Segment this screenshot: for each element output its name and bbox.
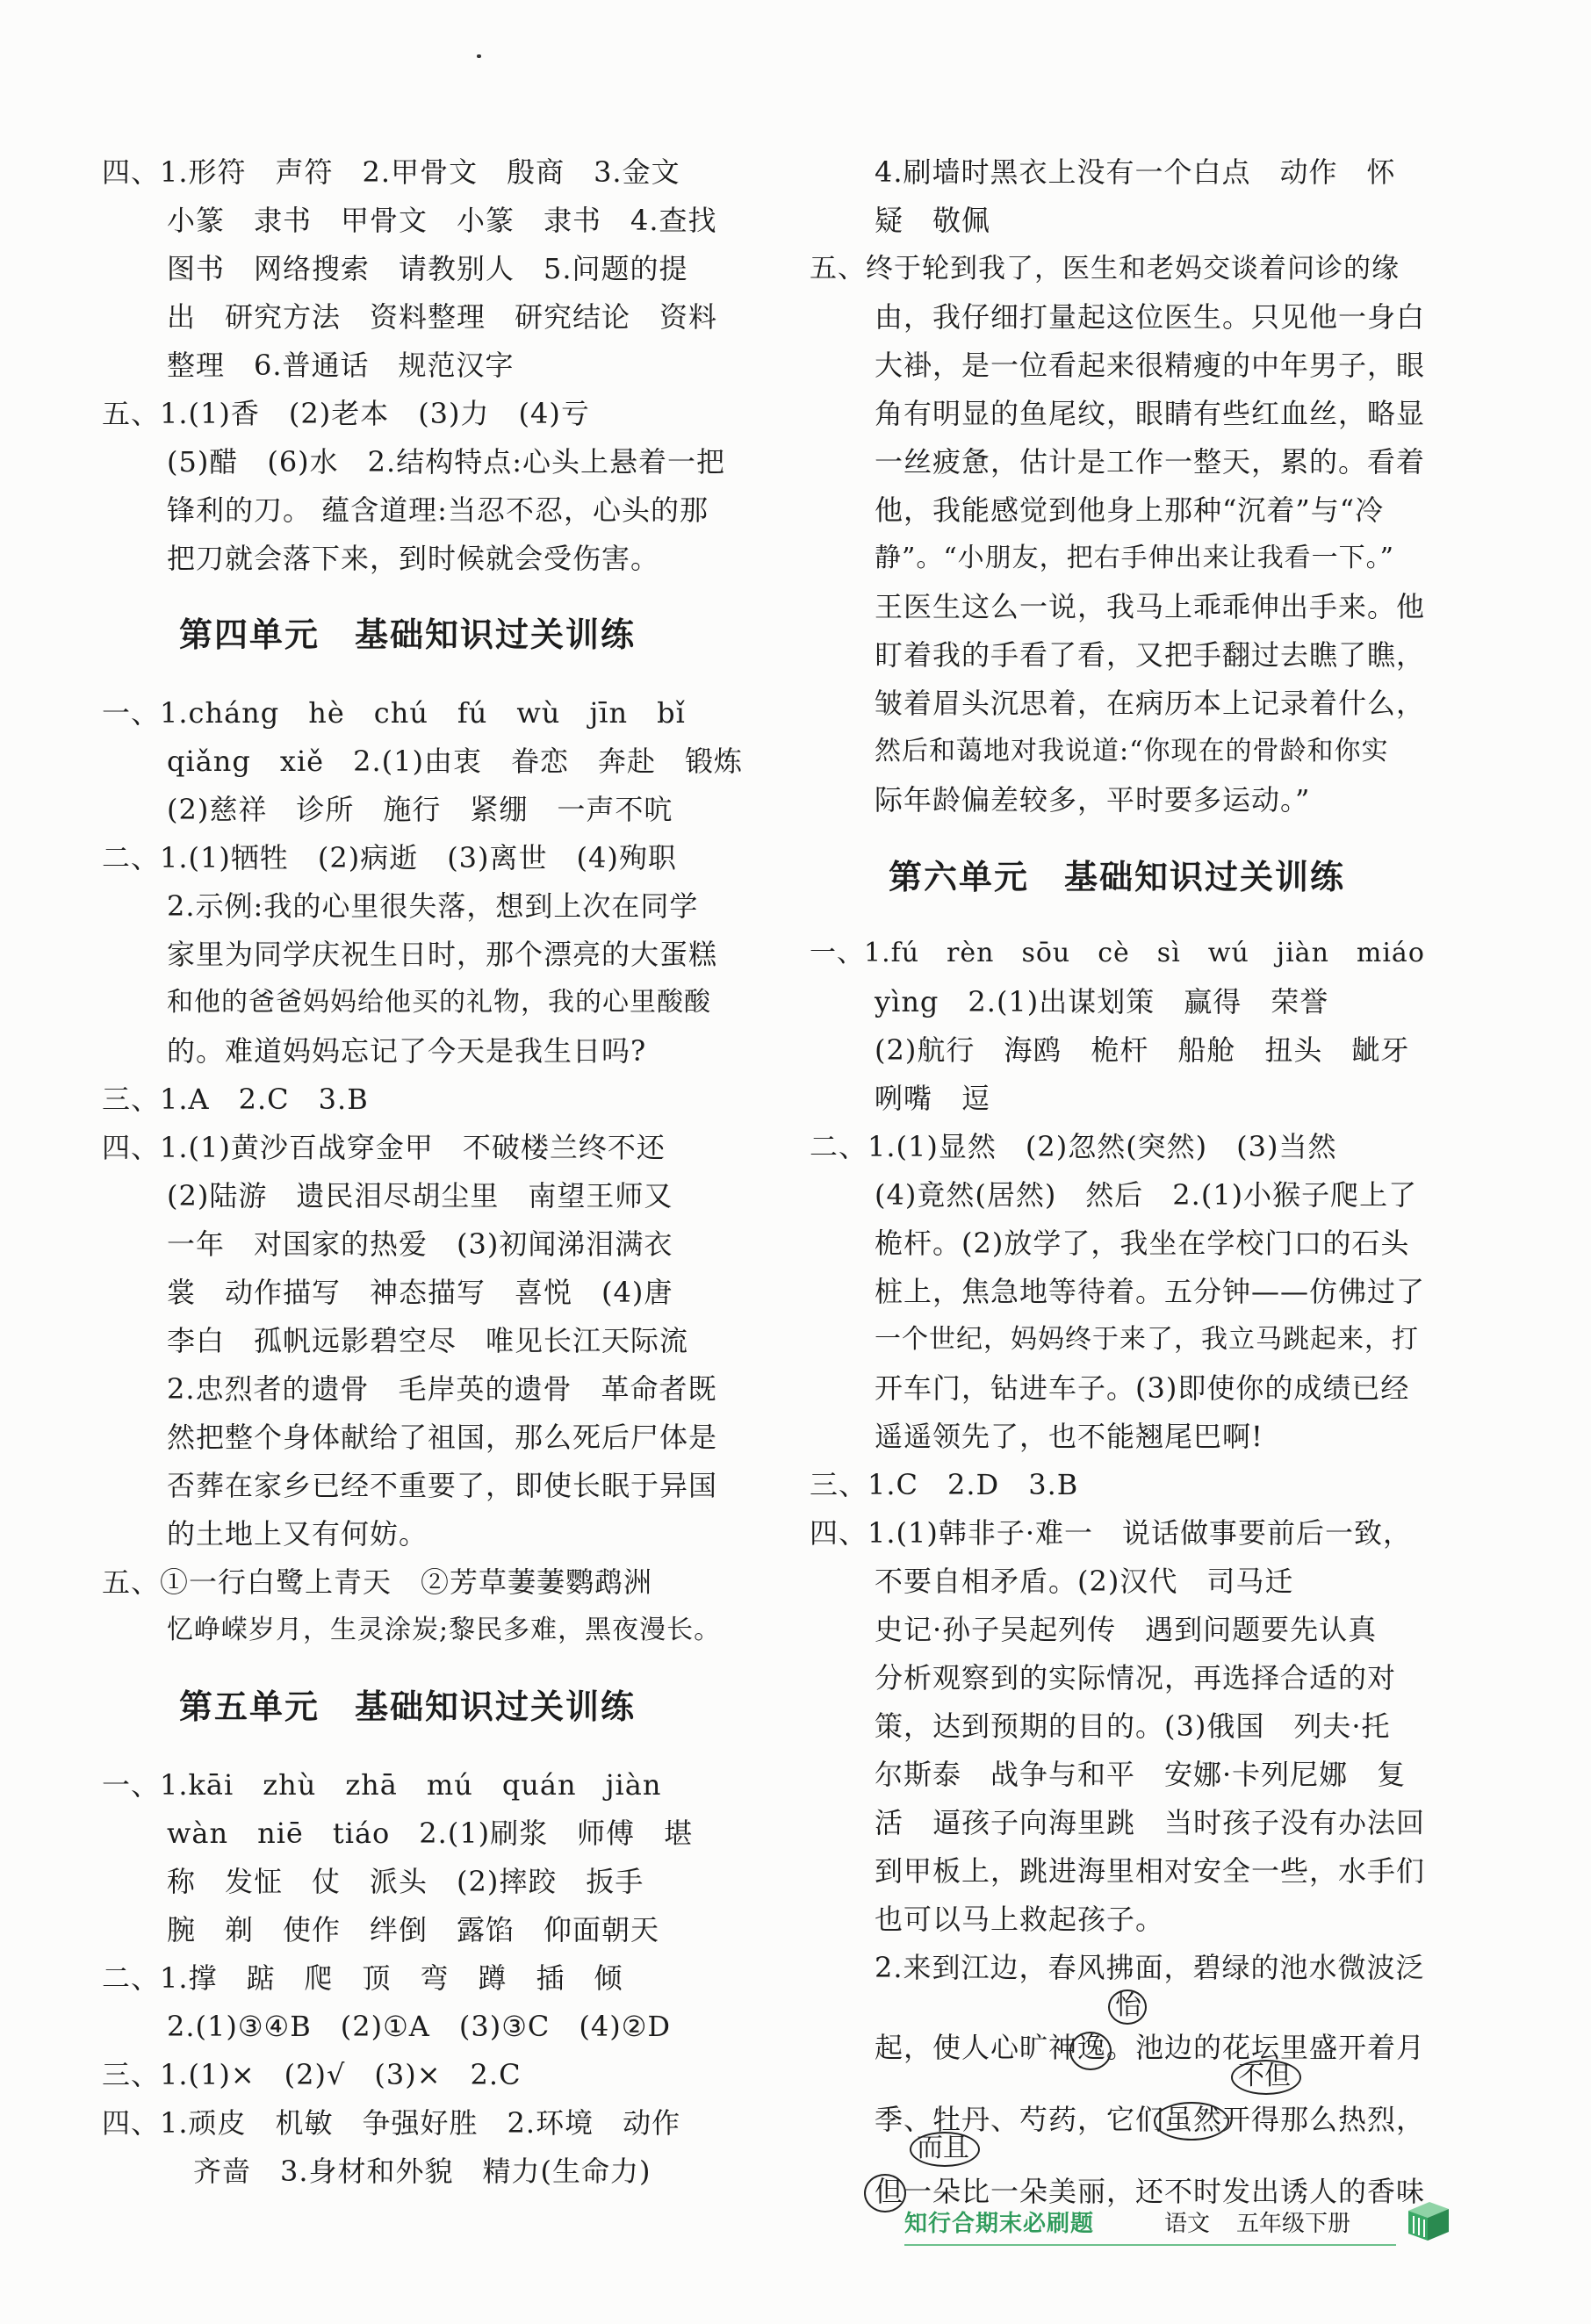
text-line: 李白 孤帆远影碧空尽 唯见长江天际流 [167,1324,689,1357]
text-line: 裳 动作描写 神态描写 喜悦 (4)唐 [167,1276,673,1309]
text-line: 桩上，焦急地等待着。五分钟——仿佛过了 [875,1275,1426,1308]
text-line: 咧嘴 逗 [875,1082,991,1115]
text-line: 史记·孙子吴起列传 遇到问题要先认真 [875,1613,1378,1646]
text-line: 然把整个身体献给了祖国，那么死后尸体是 [167,1421,718,1454]
text-line: 四、1.(1)韩非子·难一 说话做事要前后一致， [810,1516,1413,1550]
text-line: 2.示例:我的心里很失落，想到上次在同学 [167,889,699,923]
scan-dot [477,54,481,58]
footer-divider [904,2244,1396,2246]
text-line: 五、1.(1)香 (2)老本 (3)力 (4)亏 [102,397,590,430]
text-line: (2)慈祥 诊所 施行 紧绷 一声不吭 [167,793,673,826]
error-circle [1154,2102,1229,2141]
text-line: 起，使人心旷神逸。池边的花坛里盛开着月 [875,2031,1426,2064]
text-line: (2)陆游 遗民泪尽胡尘里 南望王师又 [167,1179,673,1212]
text-line: wàn niē tiáo 2.(1)刷浆 师傅 堪 [167,1817,694,1850]
text-line: 否葬在家乡已经不重要了，即使长眠于异国 [167,1469,718,1502]
text-line: yìng 2.(1)出谋划策 赢得 荣誉 [875,985,1329,1018]
correction-circle [1108,1989,1147,2025]
text-line: 五、①一行白鹭上青天 ②芳草萋萋鹦鹉洲 [102,1565,653,1599]
text-line: 分析观察到的实际情况，再选择合适的对 [875,1661,1397,1694]
text-line: 桅杆。(2)放学了，我坐在学校门口的石头 [875,1227,1410,1260]
text-line: 由，我仔细打量起这位医生。只见他一身白 [875,300,1426,334]
text-line: 和他的爸爸妈妈给他买的礼物，我的心里酸酸 [167,987,711,1018]
text-line: 2.忠烈者的遗骨 毛岸英的遗骨 革命者既 [167,1372,717,1406]
text-line: 三、1.A 2.C 3.B [102,1083,369,1116]
section-heading-unit-6: 第六单元 基础知识过关训练 [889,858,1346,896]
book-stack-icon [1403,2195,1452,2244]
text-line: 三、1.C 2.D 3.B [810,1468,1079,1501]
text-line: 一、1.fú rèn sōu cè sì wú jiàn miáo [810,938,1425,968]
grade-label: 五年级下册 [1236,2211,1351,2237]
text-line: 2.来到江边，春风拂面，碧绿的池水微波泛 [875,1951,1425,1984]
correction-above: 不但 [1238,2061,1291,2091]
text-line: 三、1.(1)× (2)√ (3)× 2.C [102,2058,522,2091]
text-line: 二、1.撑 踮 爬 顶 弯 蹲 插 倾 [102,1961,623,1995]
text-line: 策，达到预期的目的。(3)俄国 列夫·托 [875,1709,1391,1743]
text-line: 二、1.(1)显然 (2)忽然(突然) (3)当然 [810,1130,1337,1163]
text-line: 尔斯泰 战争与和平 安娜·卡列尼娜 复 [875,1758,1407,1791]
text-line: 活 逼孩子向海里跳 当时孩子没有办法回 [875,1806,1426,1839]
text-line: 王医生这么一说，我马上乖乖伸出手来。他 [875,590,1426,623]
text-line: 不要自相矛盾。(2)汉代 司马迁 [875,1565,1294,1598]
text-line: 疑 敬佩 [875,204,991,237]
text-line: 小篆 隶书 甲骨文 小篆 隶书 4.查找 [167,204,717,237]
text-line: 然后和蔼地对我说道:“你现在的骨龄和你实 [875,736,1389,766]
error-circle [1069,2032,1112,2070]
text-line: 2.(1)③④B (2)①A (3)③C (4)②D [167,2010,672,2043]
text-line: 一、1.kāi zhù zhā mú quán jiàn [102,1768,662,1802]
text-line: 角有明显的鱼尾纹，眼睛有些红血丝，略显 [875,397,1426,430]
text-line: 家里为同学庆祝生日时，那个漂亮的大蛋糕 [167,938,718,971]
text-line: 二、1.(1)牺牲 (2)病逝 (3)离世 (4)殉职 [102,841,677,874]
text-line: 四、1.顽皮 机敏 争强好胜 2.环境 动作 [102,2106,681,2140]
text-line: 皱着眉头沉思着，在病历本上记录着什么， [875,687,1426,720]
page-footer [904,2195,1466,2249]
text-line: 盯着我的手看了看，又把手翻过去瞧了瞧， [875,638,1426,672]
text-line: 锋利的刀。 蕴含道理:当忍不忍，心头的那 [167,493,709,527]
text-line: (5)醋 (6)水 2.结构特点:心头上悬着一把 [167,445,725,478]
text-line: 静”。“小朋友，把右手伸出来让我看一下。” [875,543,1395,573]
text-line: 称 发怔 仗 派头 (2)摔跤 扳手 [167,1865,644,1898]
text-line: 一、1.cháng hè chú fú wù jīn bǐ [102,696,686,730]
text-line: 四、1.形符 声符 2.甲骨文 殷商 3.金文 [102,155,680,189]
text-line: 忆峥嵘岁月，生灵涂炭;黎民多难，黑夜漫长。 [167,1615,722,1645]
text-line: 一年 对国家的热爱 (3)初闻涕泪满衣 [167,1227,673,1261]
text-line: 一个世纪，妈妈终于来了，我立马跳起来，打 [875,1324,1419,1355]
text-line: 腕 剃 使作 绊倒 露馅 仰面朝天 [167,1913,660,1946]
text-line: 整理 6.普通话 规范汉字 [167,349,515,382]
text-line: 4.刷墙时黑衣上没有一个白点 动作 怀 [875,155,1396,189]
text-line: 的。难道妈妈忘记了今天是我生日吗? [167,1034,647,1068]
text-line: 图书 网络搜索 请教别人 5.问题的提 [167,252,688,285]
text-line: 遥遥领先了，也不能翘尾巴啊! [875,1420,1263,1453]
text-line: 季、牡丹、芍药，它们虽然开得那么热烈， [875,2103,1426,2136]
text-line: 大褂，是一位看起来很精瘦的中年男子，眼 [875,349,1426,382]
text-line: 四、1.(1)黄沙百战穿金甲 不破楼兰终不还 [102,1131,666,1164]
text-line: 到甲板上，跳进海里相对安全一些，水手们 [875,1854,1426,1888]
text-line: 一丝疲惫，估计是工作一整天，累的。看着 [875,445,1426,478]
text-line: 五、终于轮到我了，医生和老妈交谈着问诊的缘 [810,253,1400,284]
brand-label: 知行合期末必刷题 [904,2211,1095,2237]
subject-label: 语文 [1164,2211,1211,2237]
text-line: 他，我能感觉到他身上那种“沉着”与“冷 [875,493,1385,527]
text-line: 但一朵比一朵美丽，还不时发出诱人的香味 [875,2175,1426,2208]
correction-circle [1231,2060,1301,2095]
text-line: 齐啬 3.身材和外貌 精力(生命力) [193,2155,652,2188]
correction-circle [910,2132,980,2167]
text-line: (4)竟然(居然) 然后 2.(1)小猴子爬上了 [875,1178,1418,1212]
text-line: 把刀就会落下来，到时候就会受伤害。 [167,542,660,575]
correction-above: 怡 [1115,1990,1141,2021]
text-line: 的土地上又有何妨。 [167,1517,428,1551]
correction-above: 而且 [917,2133,969,2163]
section-heading-unit-4: 第四单元 基础知识过关训练 [179,615,637,654]
text-line: qiǎng xiě 2.(1)由衷 眷恋 奔赴 锻炼 [167,745,743,778]
section-heading-unit-5: 第五单元 基础知识过关训练 [179,1687,637,1726]
text-line: 开车门，钻进车子。(3)即使你的成绩已经 [875,1371,1410,1405]
text-line: 出 研究方法 资料整理 研究结论 资料 [167,300,718,334]
text-line: (2)航行 海鸥 桅杆 船舱 扭头 龇牙 [875,1033,1410,1067]
text-line: 际年龄偏差较多，平时要多运动。” [875,783,1311,817]
error-circle [864,2174,906,2212]
text-line: 也可以马上救起孩子。 [875,1903,1165,1936]
